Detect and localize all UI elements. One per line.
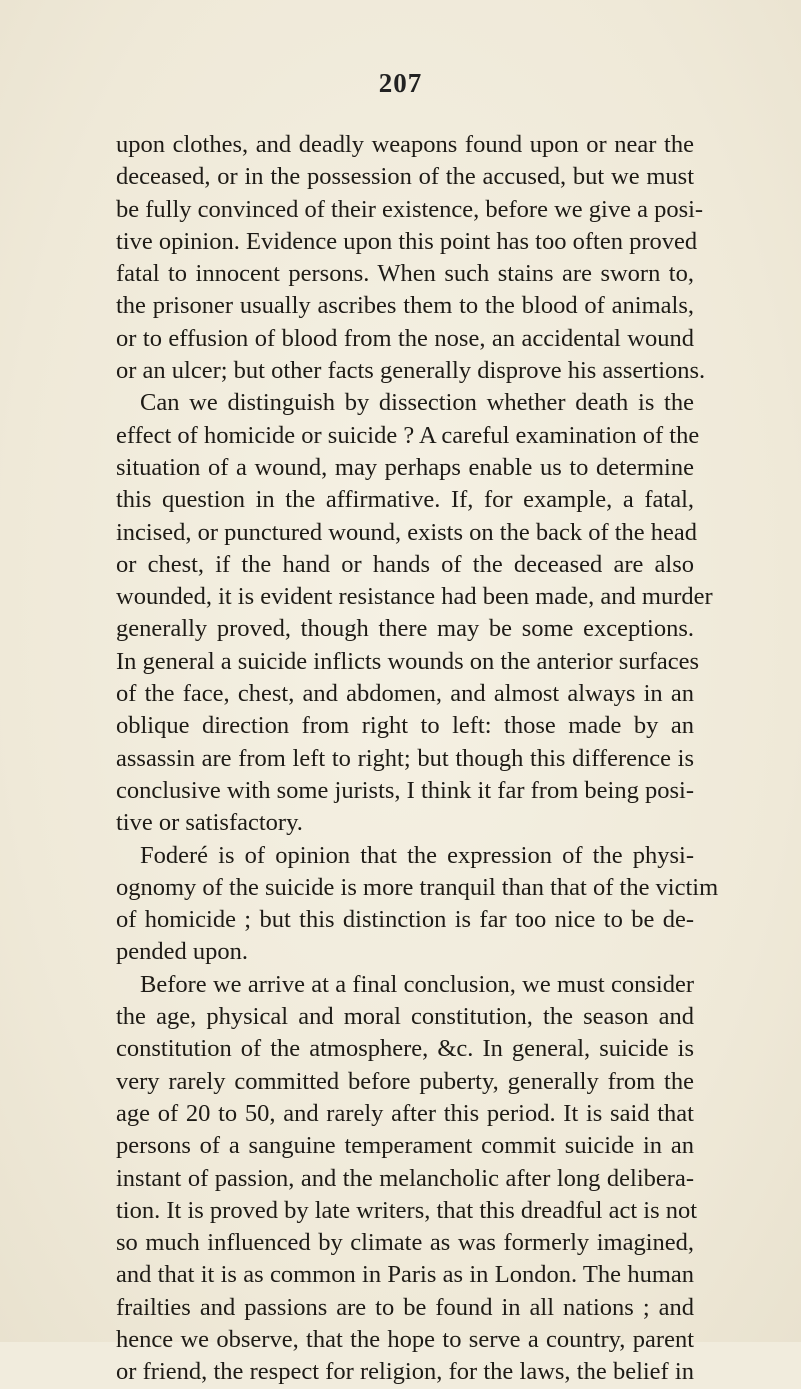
text-line: or an ulcer; but other facts generally disprove his assertions. bbox=[116, 357, 706, 385]
text-line: Foderé is of opinion that the expression of the physi- bbox=[140, 841, 694, 869]
text-line: the age, physical and moral constitution, the season and bbox=[116, 1003, 694, 1031]
text-line: oblique direction from right to left: those made by an bbox=[116, 712, 694, 740]
text-line: or chest, if the hand or hands of the deceased are also bbox=[116, 550, 694, 578]
text-line: and that it is as common in Paris as in London. The human bbox=[116, 1261, 694, 1289]
text-line: persons of a sanguine temperament commit suicide in an bbox=[116, 1132, 694, 1160]
text-line: conclusive with some jurists, I think it far from being posi- bbox=[116, 776, 694, 804]
text-line: hence we observe, that the hope to serve a country, parent bbox=[116, 1325, 694, 1353]
body-text bbox=[116, 129, 719, 1389]
text-line: tive or satisfactory. bbox=[116, 809, 303, 837]
text-line: incised, or punctured wound, exists on the back of the head bbox=[116, 518, 698, 546]
text-line: wounded, it is evident resistance had been made, and murder bbox=[116, 583, 713, 611]
text-line: of homicide ; but this distinction is far too nice to be de- bbox=[116, 906, 694, 934]
text-line: very rarely committed before puberty, generally from the bbox=[116, 1067, 694, 1095]
text-line: tion. It is proved by late writers, that this dreadful act is not bbox=[116, 1196, 698, 1224]
text-line: upon clothes, and deadly weapons found upon or near the bbox=[116, 131, 694, 158]
text-line: so much influenced by climate as was formerly imagined, bbox=[116, 1229, 694, 1257]
text-line: pended upon. bbox=[116, 938, 248, 966]
text-line: or friend, the respect for religion, for the laws, the belief in bbox=[116, 1358, 694, 1386]
text-line: generally proved, though there may be some exceptions. bbox=[116, 615, 694, 643]
text-line: constitution of the atmosphere, &c. In general, suicide is bbox=[116, 1035, 694, 1063]
text-line: effect of homicide or suicide ? A careful examination of the bbox=[116, 421, 700, 449]
text-line: or to effusion of blood from the nose, an accidental wound bbox=[116, 324, 694, 352]
text-line: Before we arrive at a final conclusion, we must consider bbox=[140, 970, 694, 998]
text-line: ognomy of the suicide is more tranquil than that of the victim bbox=[116, 873, 719, 901]
text-line: this question in the affirmative. If, for example, a fatal, bbox=[116, 486, 694, 514]
text-line: of the face, chest, and abdomen, and almost always in an bbox=[116, 680, 694, 708]
text-line: situation of a wound, may perhaps enable us to determine bbox=[116, 453, 694, 481]
text-line: be fully convinced of their existence, before we give a posi- bbox=[116, 195, 704, 223]
text-line: assassin are from left to right; but though this difference is bbox=[116, 744, 694, 772]
text-line: tive opinion. Evidence upon this point has too often proved bbox=[116, 227, 698, 255]
text-line: Can we distinguish by dissection whether death is the bbox=[140, 389, 694, 417]
text-line: deceased, or in the possession of the accused, but we must bbox=[116, 163, 694, 191]
text-line: In general a suicide inflicts wounds on the anterior surfaces bbox=[116, 647, 700, 675]
text-line: frailties and passions are to be found in all nations ; and bbox=[116, 1293, 694, 1321]
text-line: fatal to innocent persons. When such stains are sworn to, bbox=[116, 260, 694, 288]
text-line: age of 20 to 50, and rarely after this period. It is said that bbox=[116, 1099, 694, 1127]
text-line: instant of passion, and the melancholic after long delibera- bbox=[116, 1164, 694, 1192]
page-number: 207 bbox=[378, 68, 423, 98]
text-line: the prisoner usually ascribes them to the blood of animals, bbox=[116, 292, 694, 320]
